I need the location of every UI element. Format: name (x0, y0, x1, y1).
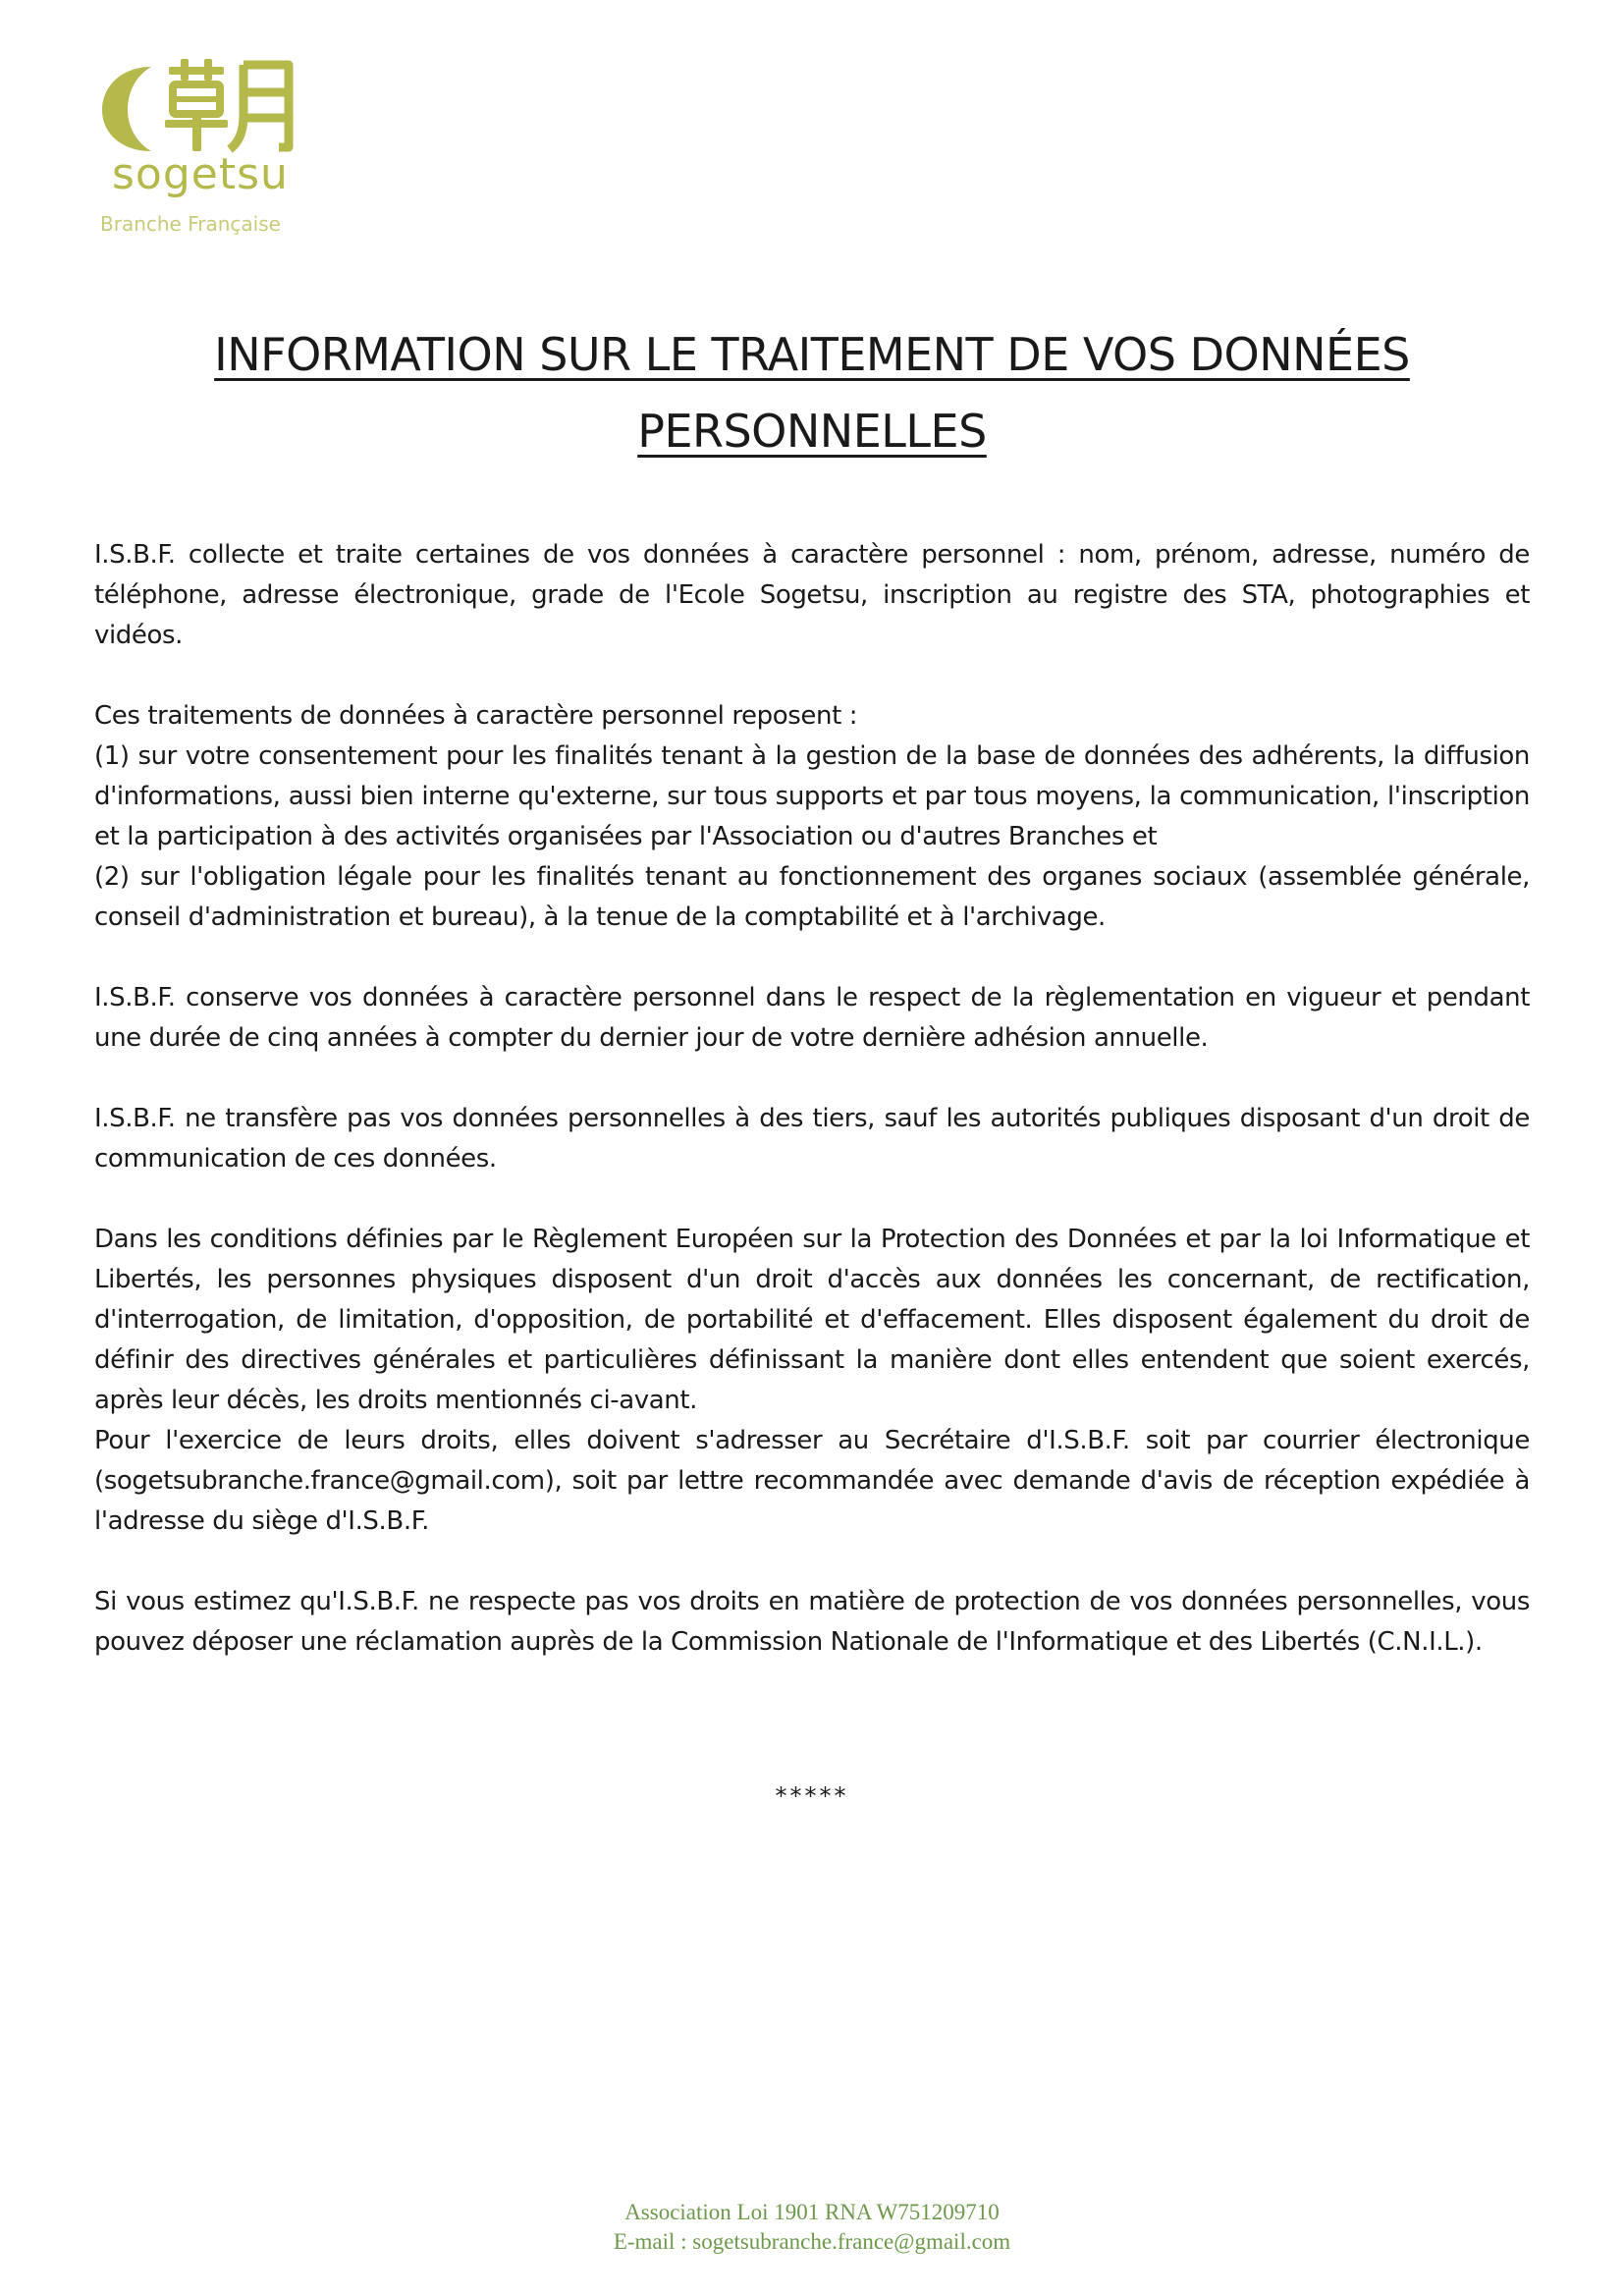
legal-basis-consent: (1) sur votre consentement pour les finalités tenant à la gestion de la base de données des adhérents, la diffusion d'informations, aussi bien interne qu'externe, sur tous supports et par tous moyens, la communication, l'inscription et la participation à des activités organisées par l'Association ou d'autres Branches et (94, 741, 1530, 851)
logo-name: sogetsu (112, 149, 289, 199)
title-line-1: INFORMATION SUR LE TRAITEMENT DE VOS DONNÉES (214, 328, 1410, 381)
document-title (118, 316, 1506, 469)
legal-basis-obligation: (2) sur l'obligation légale pour les finalités tenant au fonctionnement des organes sociaux (assemblée générale, conseil d'administration et bureau), à la tenue de la comptabilité et à l'archivage. (94, 862, 1530, 932)
footer-association: Association Loi 1901 RNA W751209710 (624, 2200, 1000, 2224)
rights-description: Dans les conditions définies par le Règlement Européen sur la Protection des Données et par la loi Informatique et Libertés, les personnes physiques disposent d'un droit d'accès aux données les concernant, de rectification, d'interrogation, de limitation, d'opposition, de portabilité et d'effacement. Elles disposent également du droit de définir des directives générales et particulières définissant la manière dont elles entendent que soient exercés, après leur décès, les droits mentionnés ci-avant. (94, 1225, 1530, 1415)
paragraph-transfer: I.S.B.F. ne transfère pas vos données personnelles à des tiers, sauf les autorités publiques disposant d'un droit de communication de ces données. (94, 1104, 1530, 1174)
paragraph-complaint: Si vous estimez qu'I.S.B.F. ne respecte pas vos droits en matière de protection de vos données personnelles, vous pouvez déposer une réclamation auprès de la Commission Nationale de l'Informatique et des Libertés (C.N.I.L.). (94, 1587, 1530, 1657)
logo-subtitle: Branche Française (100, 212, 281, 236)
sogetsu-logo-mark-icon (94, 57, 340, 155)
legal-basis-intro: Ces traitements de données à caractère personnel reposent : (94, 701, 858, 731)
paragraph-retention: I.S.B.F. conserve vos données à caractère personnel dans le respect de la règlementation en vigueur et pendant une durée de cinq années à compter du dernier jour de votre dernière adhésion annuelle. (94, 983, 1530, 1053)
title-line-2: PERSONNELLES (637, 405, 987, 458)
paragraph-legal-basis (94, 696, 1530, 938)
footer-email: E-mail : sogetsubranche.france@gmail.com (613, 2229, 1011, 2254)
document-body (94, 535, 1530, 1703)
paragraph-rights (94, 1220, 1530, 1542)
separator: ***** (775, 1782, 849, 1810)
sogetsu-logo (94, 57, 340, 244)
rights-exercise: Pour l'exercice de leurs droits, elles doivent s'adresser au Secrétaire d'I.S.B.F. soit par courrier électronique (sogetsubranche.france@gmail.com), soit par lettre recommandée avec demande d'avis de réception expédiée à l'adresse du siège d'I.S.B.F. (94, 1426, 1530, 1536)
paragraph-data-collected: I.S.B.F. collecte et traite certaines de vos données à caractère personnel : nom, prénom, adresse, numéro de téléphone, adresse électronique, grade de l'Ecole Sogetsu, inscription au registre des STA, photographies et vidéos. (94, 540, 1530, 650)
footer (0, 2198, 1624, 2257)
